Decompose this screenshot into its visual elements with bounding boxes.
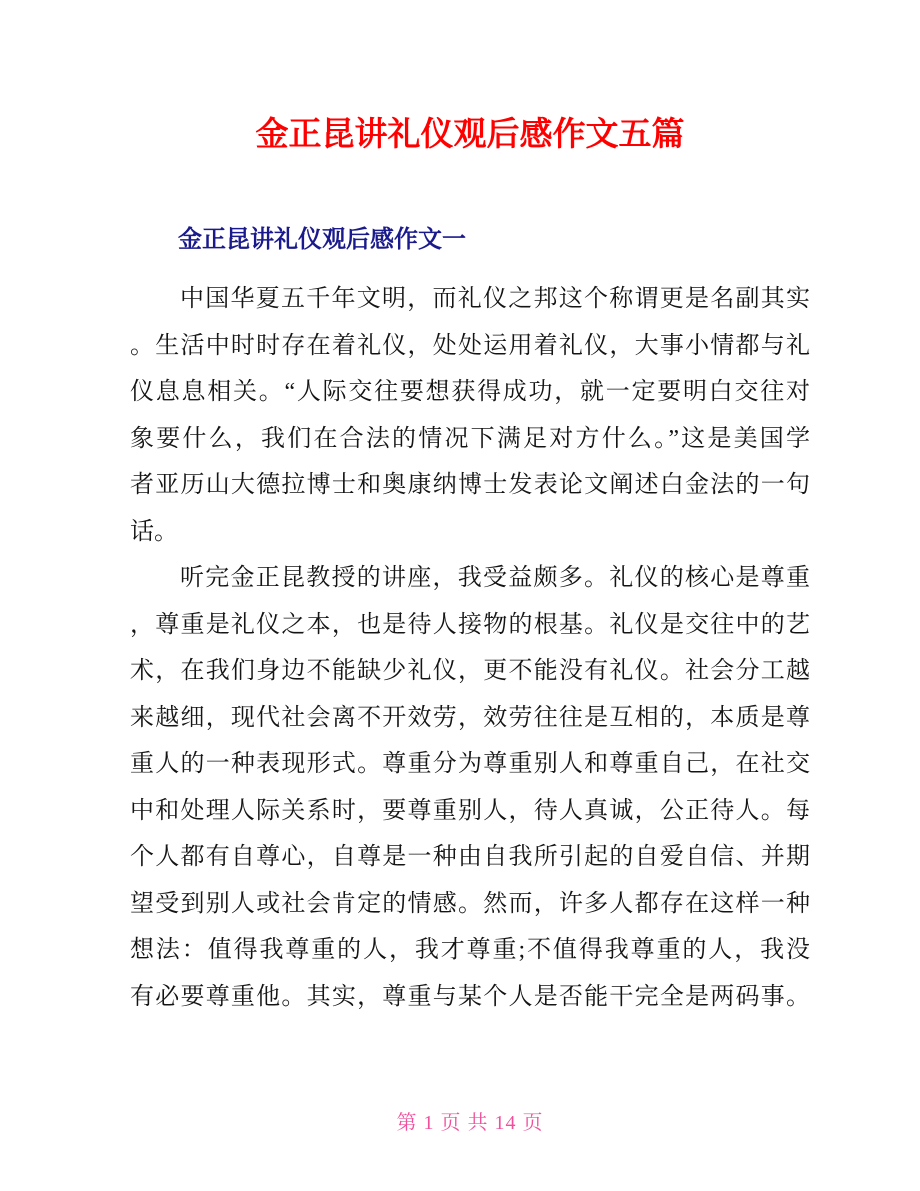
paragraph-1 xyxy=(130,276,810,555)
text-line: 重人的一种表现形式。尊重分为尊重别人和尊重自己，在社交 xyxy=(130,751,810,777)
document-body xyxy=(130,276,810,1020)
text-line: 者亚历山大德拉博士和奥康纳博士发表论文阐述白金法的一句 xyxy=(130,472,810,498)
text-line: 话。 xyxy=(130,518,178,545)
text-line: 。生活中时时存在着礼仪，处处运用着礼仪，大事小情都与礼 xyxy=(130,332,810,359)
text-line: 有必要尊重他。其实，尊重与某个人是否能干完全是两码事。 xyxy=(130,983,810,1010)
text-line: ，尊重是礼仪之本，也是待人接物的根基。礼仪是交往中的艺 xyxy=(130,611,810,638)
text-line: 象要什么，我们在合法的情况下满足对方什么。”这是美国学 xyxy=(130,425,810,452)
text-line: 中和处理人际关系时，要尊重别人，待人真诚，公正待人。每 xyxy=(130,797,810,824)
text-line: 个人都有自尊心，自尊是一种由自我所引起的自爱自信、并期 xyxy=(130,844,810,870)
paragraph-2 xyxy=(130,555,810,1020)
page-number-footer: 第 1 页 共 14 页 xyxy=(396,1112,544,1134)
text-line: 来越细，现代社会离不开效劳，效劳往往是互相的，本质是尊 xyxy=(130,704,810,731)
text-line: 术，在我们身边不能缺少礼仪，更不能没有礼仪。社会分工越 xyxy=(130,658,810,684)
text-line: 仪息息相关。“人际交往要想获得成功，就一定要明白交往对 xyxy=(130,379,810,405)
text-line: 望受到别人或社会肯定的情感。然而，许多人都存在这样一种 xyxy=(130,890,810,917)
section-heading: 金正昆讲礼仪观后感作文一 xyxy=(178,226,466,253)
text-line: 中国华夏五千年文明，而礼仪之邦这个称谓更是名副其实 xyxy=(180,286,810,312)
text-line: 听完金正昆教授的讲座，我受益颇多。礼仪的核心是尊重 xyxy=(180,565,810,591)
text-line: 想法：值得我尊重的人，我才尊重;不值得我尊重的人，我没 xyxy=(130,937,810,963)
document-title: 金正昆讲礼仪观后感作文五篇 xyxy=(255,115,685,152)
